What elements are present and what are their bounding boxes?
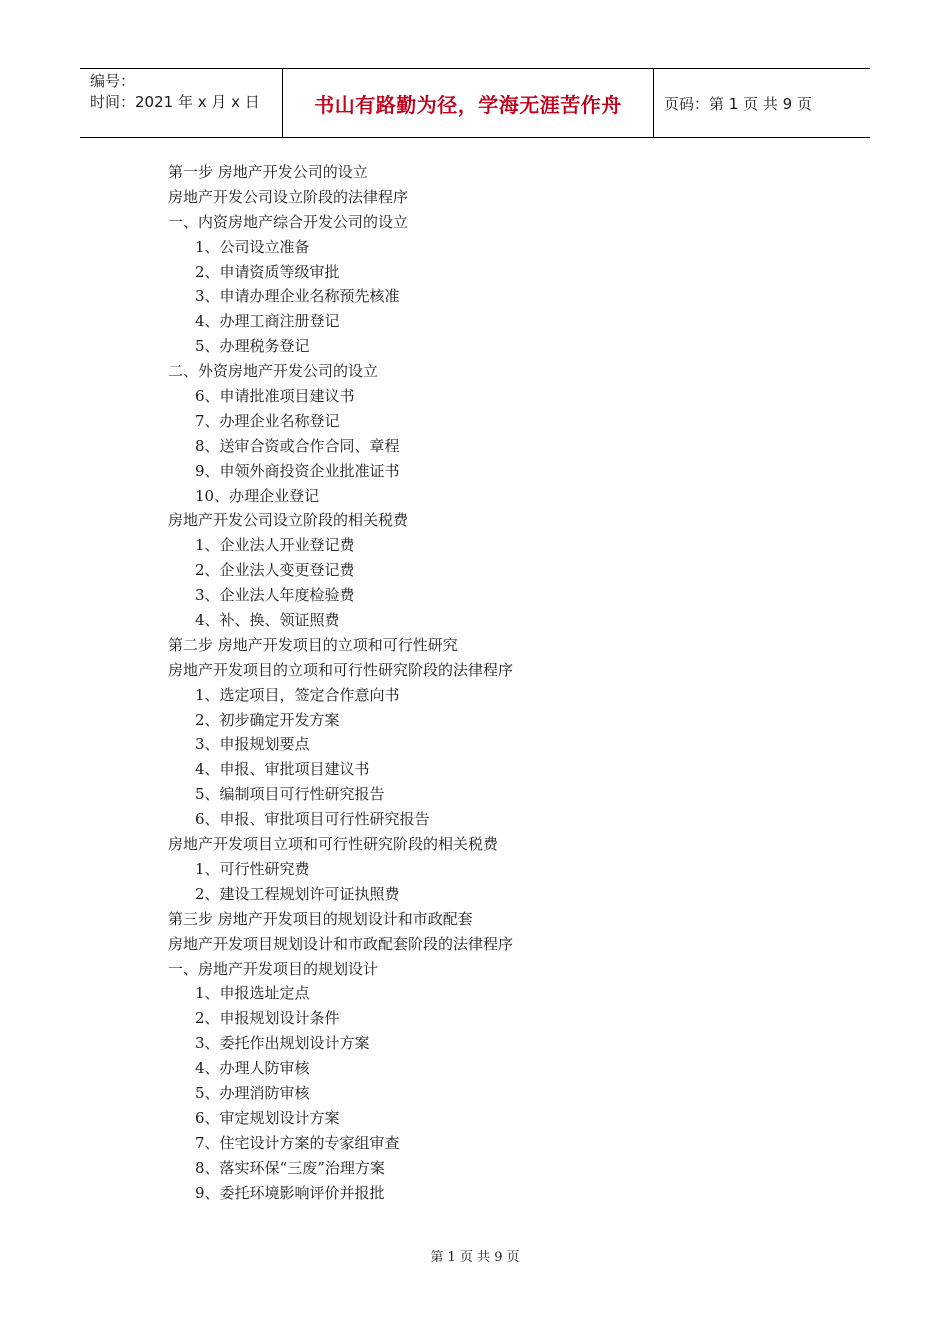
list-item: 7、住宅设计方案的专家组审查 (195, 1133, 400, 1152)
page-footer: 第 1 页 共 9 页 (430, 1250, 520, 1265)
number-label: 编号： (90, 72, 136, 90)
list-item: 4、办理人防审核 (195, 1059, 310, 1078)
list-item: 1、企业法人开业登记费 (195, 536, 355, 555)
section-heading: 二、外资房地产开发公司的设立 (168, 362, 379, 381)
section-heading: 第三步 房地产开发项目的规划设计和市政配套 (168, 909, 473, 928)
list-item: 6、审定规划设计方案 (195, 1108, 340, 1127)
motto: 书山有路勤为径，学海无涯苦作舟 (282, 69, 654, 137)
list-item: 10、办理企业登记 (195, 486, 320, 505)
section-heading: 一、内资房地产综合开发公司的设立 (168, 212, 409, 231)
section-heading: 房地产开发项目的立项和可行性研究阶段的法律程序 (168, 660, 514, 679)
document-header (80, 68, 870, 138)
list-item: 2、企业法人变更登记费 (195, 561, 355, 580)
section-heading: 第二步 房地产开发项目的立项和可行性研究 (168, 635, 458, 654)
list-item: 5、办理消防审核 (195, 1083, 310, 1102)
section-heading: 房地产开发公司设立阶段的法律程序 (168, 187, 409, 206)
list-item: 4、申报、审批项目建议书 (195, 760, 370, 779)
section-heading: 一、房地产开发项目的规划设计 (168, 959, 379, 978)
list-item: 4、补、换、领证照费 (195, 611, 340, 630)
list-item: 1、公司设立准备 (195, 237, 310, 256)
list-item: 2、初步确定开发方案 (195, 710, 340, 729)
list-item: 6、申报、审批项目可行性研究报告 (195, 810, 430, 829)
section-heading: 房地产开发公司设立阶段的相关税费 (168, 511, 409, 530)
page-label: 页码：第 1 页 共 9 页 (664, 94, 812, 113)
date-label: 时间：2021 年 x 月 x 日 (90, 93, 260, 111)
list-item: 5、办理税务登记 (195, 337, 310, 356)
list-item: 4、办理工商注册登记 (195, 312, 340, 331)
list-item: 1、申报选址定点 (195, 984, 310, 1003)
list-item: 3、申报规划要点 (195, 735, 310, 754)
document-body (168, 160, 808, 1205)
list-item: 6、申请批准项目建议书 (195, 387, 355, 406)
list-item: 2、申请资质等级审批 (195, 262, 340, 281)
section-heading: 房地产开发项目立项和可行性研究阶段的相关税费 (168, 835, 499, 854)
list-item: 7、办理企业名称登记 (195, 411, 340, 430)
list-item: 1、选定项目，签定合作意向书 (195, 685, 400, 704)
list-item: 2、申报规划设计条件 (195, 1009, 340, 1028)
header-info-cell (80, 69, 282, 137)
list-item: 8、送审合资或合作合同、章程 (195, 436, 400, 455)
list-item: 9、委托环境影响评价并报批 (195, 1183, 385, 1202)
list-item: 9、申领外商投资企业批准证书 (195, 461, 400, 480)
list-item: 8、落实环保“三废”治理方案 (195, 1158, 385, 1177)
list-item: 3、申请办理企业名称预先核准 (195, 287, 400, 306)
section-heading: 房地产开发项目规划设计和市政配套阶段的法律程序 (168, 934, 514, 953)
list-item: 3、委托作出规划设计方案 (195, 1034, 370, 1053)
list-item: 2、建设工程规划许可证执照费 (195, 884, 400, 903)
section-heading: 第一步 房地产开发公司的设立 (168, 163, 368, 181)
list-item: 5、编制项目可行性研究报告 (195, 785, 385, 804)
list-item: 3、企业法人年度检验费 (195, 586, 355, 605)
list-item: 1、可行性研究费 (195, 859, 310, 878)
